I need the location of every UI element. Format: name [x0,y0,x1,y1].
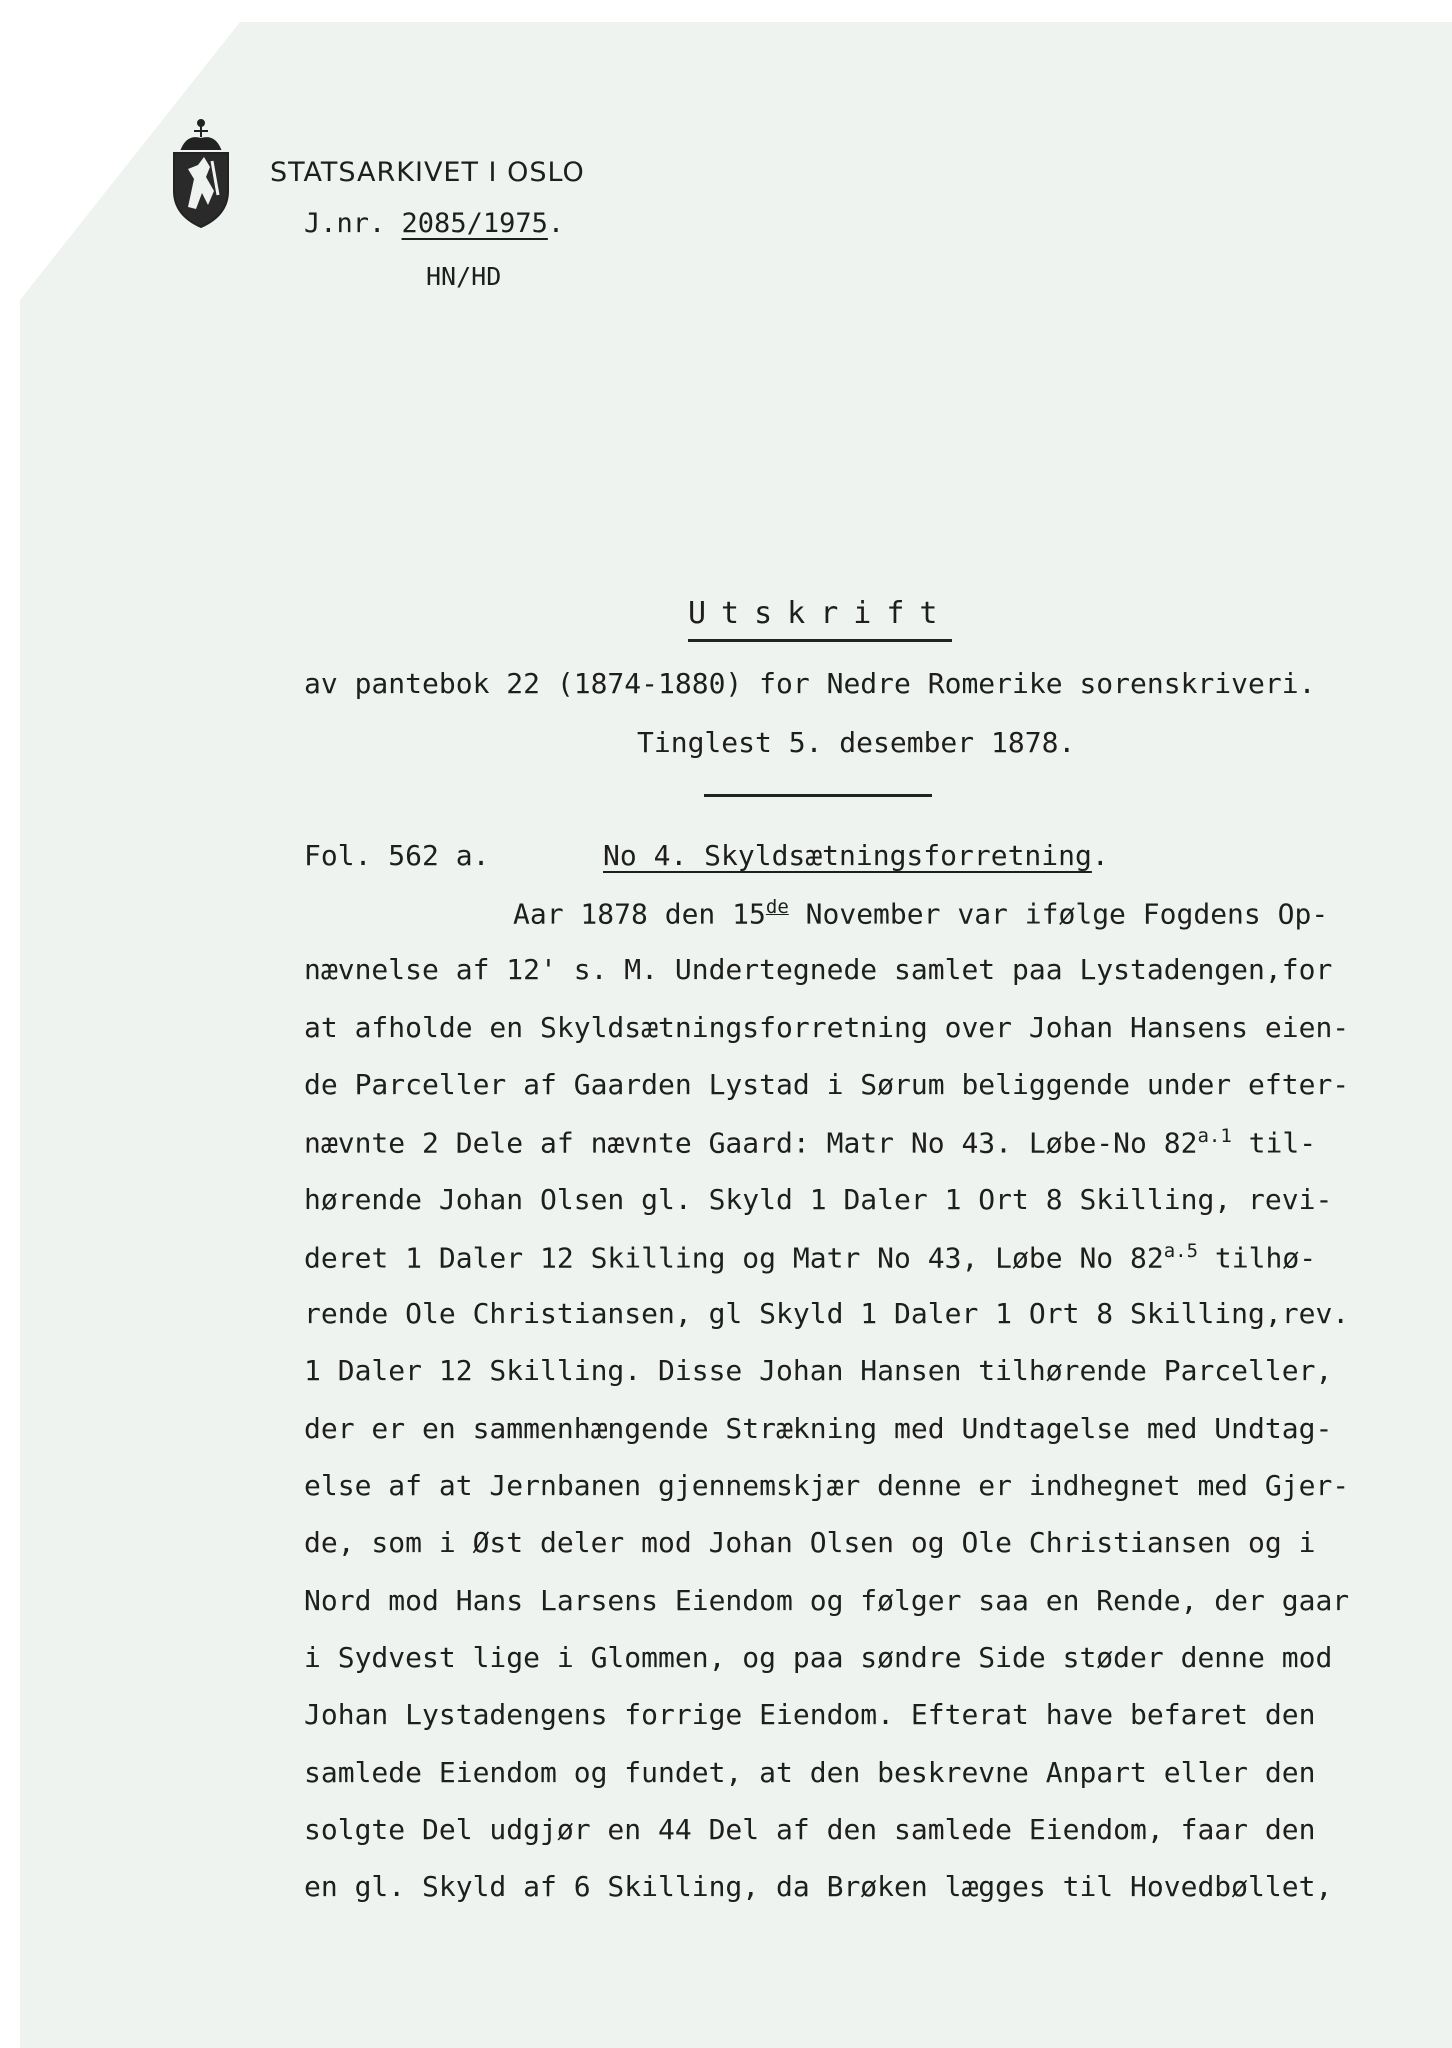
registration-date: Tinglest 5. desember 1878. [637,726,1076,759]
body-line [304,1183,1332,1216]
body-line [304,1240,1316,1274]
body-line [304,1756,1315,1789]
body-line-text: til- [1231,1126,1317,1160]
body-line-text: else af at Jernbanen gjennemskjær denne er indhegnet med Gjer- [304,1469,1350,1502]
journal-period: . [547,208,565,239]
body-line-text: de Parceller af Gaarden Lystad i Sørum beliggende under efter- [304,1068,1350,1101]
body-line [304,1297,1349,1330]
body-line-text: November var ifølge Fogdens Op- [788,897,1329,931]
body-line-text: rende Ole Christiansen, gl Skyld 1 Daler 1 Ort 8 Skilling,rev. [304,1297,1350,1330]
body-line-text: tilhø- [1198,1241,1317,1275]
archive-name: STATSARKIVET I OSLO [270,157,585,188]
journal-label: J.nr. [304,208,386,239]
body-line-text: nævnelse af 12' s. M. Undertegnede samlet paa Lystadengen,for [304,953,1333,986]
document-subtitle: av pantebok 22 (1874-1880) for Nedre Romerike sorenskriveri. [304,667,1316,700]
superscript: a.5 [1163,1240,1199,1262]
superscript: de [765,896,789,918]
section-heading-period: . [1091,839,1109,872]
body-line-text: 1 Daler 12 Skilling. Disse Johan Hansen tilhørende Parceller, [304,1354,1333,1387]
document-title: Utskrift [688,596,953,631]
body-line-text: Johan Lystadengens forrige Eiendom. Efterat have befaret den [304,1698,1316,1731]
body-line [513,896,1328,930]
body-line-text: Aar 1878 den 15 [513,897,766,931]
initials: HN/HD [426,262,502,291]
superscript: a.1 [1197,1125,1232,1147]
body-line [304,953,1332,986]
journal-number [304,208,564,239]
title-underline [688,639,952,642]
section-heading [603,839,1109,872]
body-line [304,1584,1349,1617]
body-line [304,1641,1332,1674]
body-line [304,1469,1349,1502]
body-line-text: deret 1 Daler 12 Skilling og Matr No 43, Løbe No 82 [304,1241,1164,1275]
body-line-text: de, som i Øst deler mod Johan Olsen og Ole Christiansen og i [304,1526,1316,1559]
body-line [304,1125,1316,1159]
divider [704,794,932,797]
body-line [304,1870,1332,1903]
body-line-text: nævnte 2 Dele af nævnte Gaard: Matr No 43. Løbe-No 82 [304,1126,1198,1160]
section-heading-text: No 4. Skyldsætningsforretning [603,839,1092,872]
body-line [304,1011,1349,1044]
coat-of-arms-logo [168,117,234,229]
body-line-text: en gl. Skyld af 6 Skilling, da Brøken lægges til Hovedbøllet, [304,1870,1333,1903]
body-line-text: i Sydvest lige i Glommen, og paa søndre Side støder denne mod [304,1641,1333,1674]
body-line [304,1526,1315,1559]
body-line-text: hørende Johan Olsen gl. Skyld 1 Daler 1 Ort 8 Skilling, revi- [304,1183,1333,1216]
body-line-text: samlede Eiendom og fundet, at den beskrevne Anpart eller den [304,1756,1316,1789]
body-line [304,1354,1332,1387]
body-line [304,1813,1315,1846]
folio-reference: Fol. 562 a. [304,839,490,872]
journal-number-value: 2085/1975 [401,208,548,239]
body-line-text: Nord mod Hans Larsens Eiendom og følger saa en Rende, der gaar [304,1584,1350,1617]
body-line [304,1068,1349,1101]
body-line-text: at afholde en Skyldsætningsforretning over Johan Hansens eien- [304,1011,1350,1044]
body-line-text: der er en sammenhængende Strækning med Undtagelse med Undtag- [304,1412,1333,1445]
body-line [304,1698,1315,1731]
body-line [304,1412,1332,1445]
body-line-text: solgte Del udgjør en 44 Del af den samlede Eiendom, faar den [304,1813,1316,1846]
